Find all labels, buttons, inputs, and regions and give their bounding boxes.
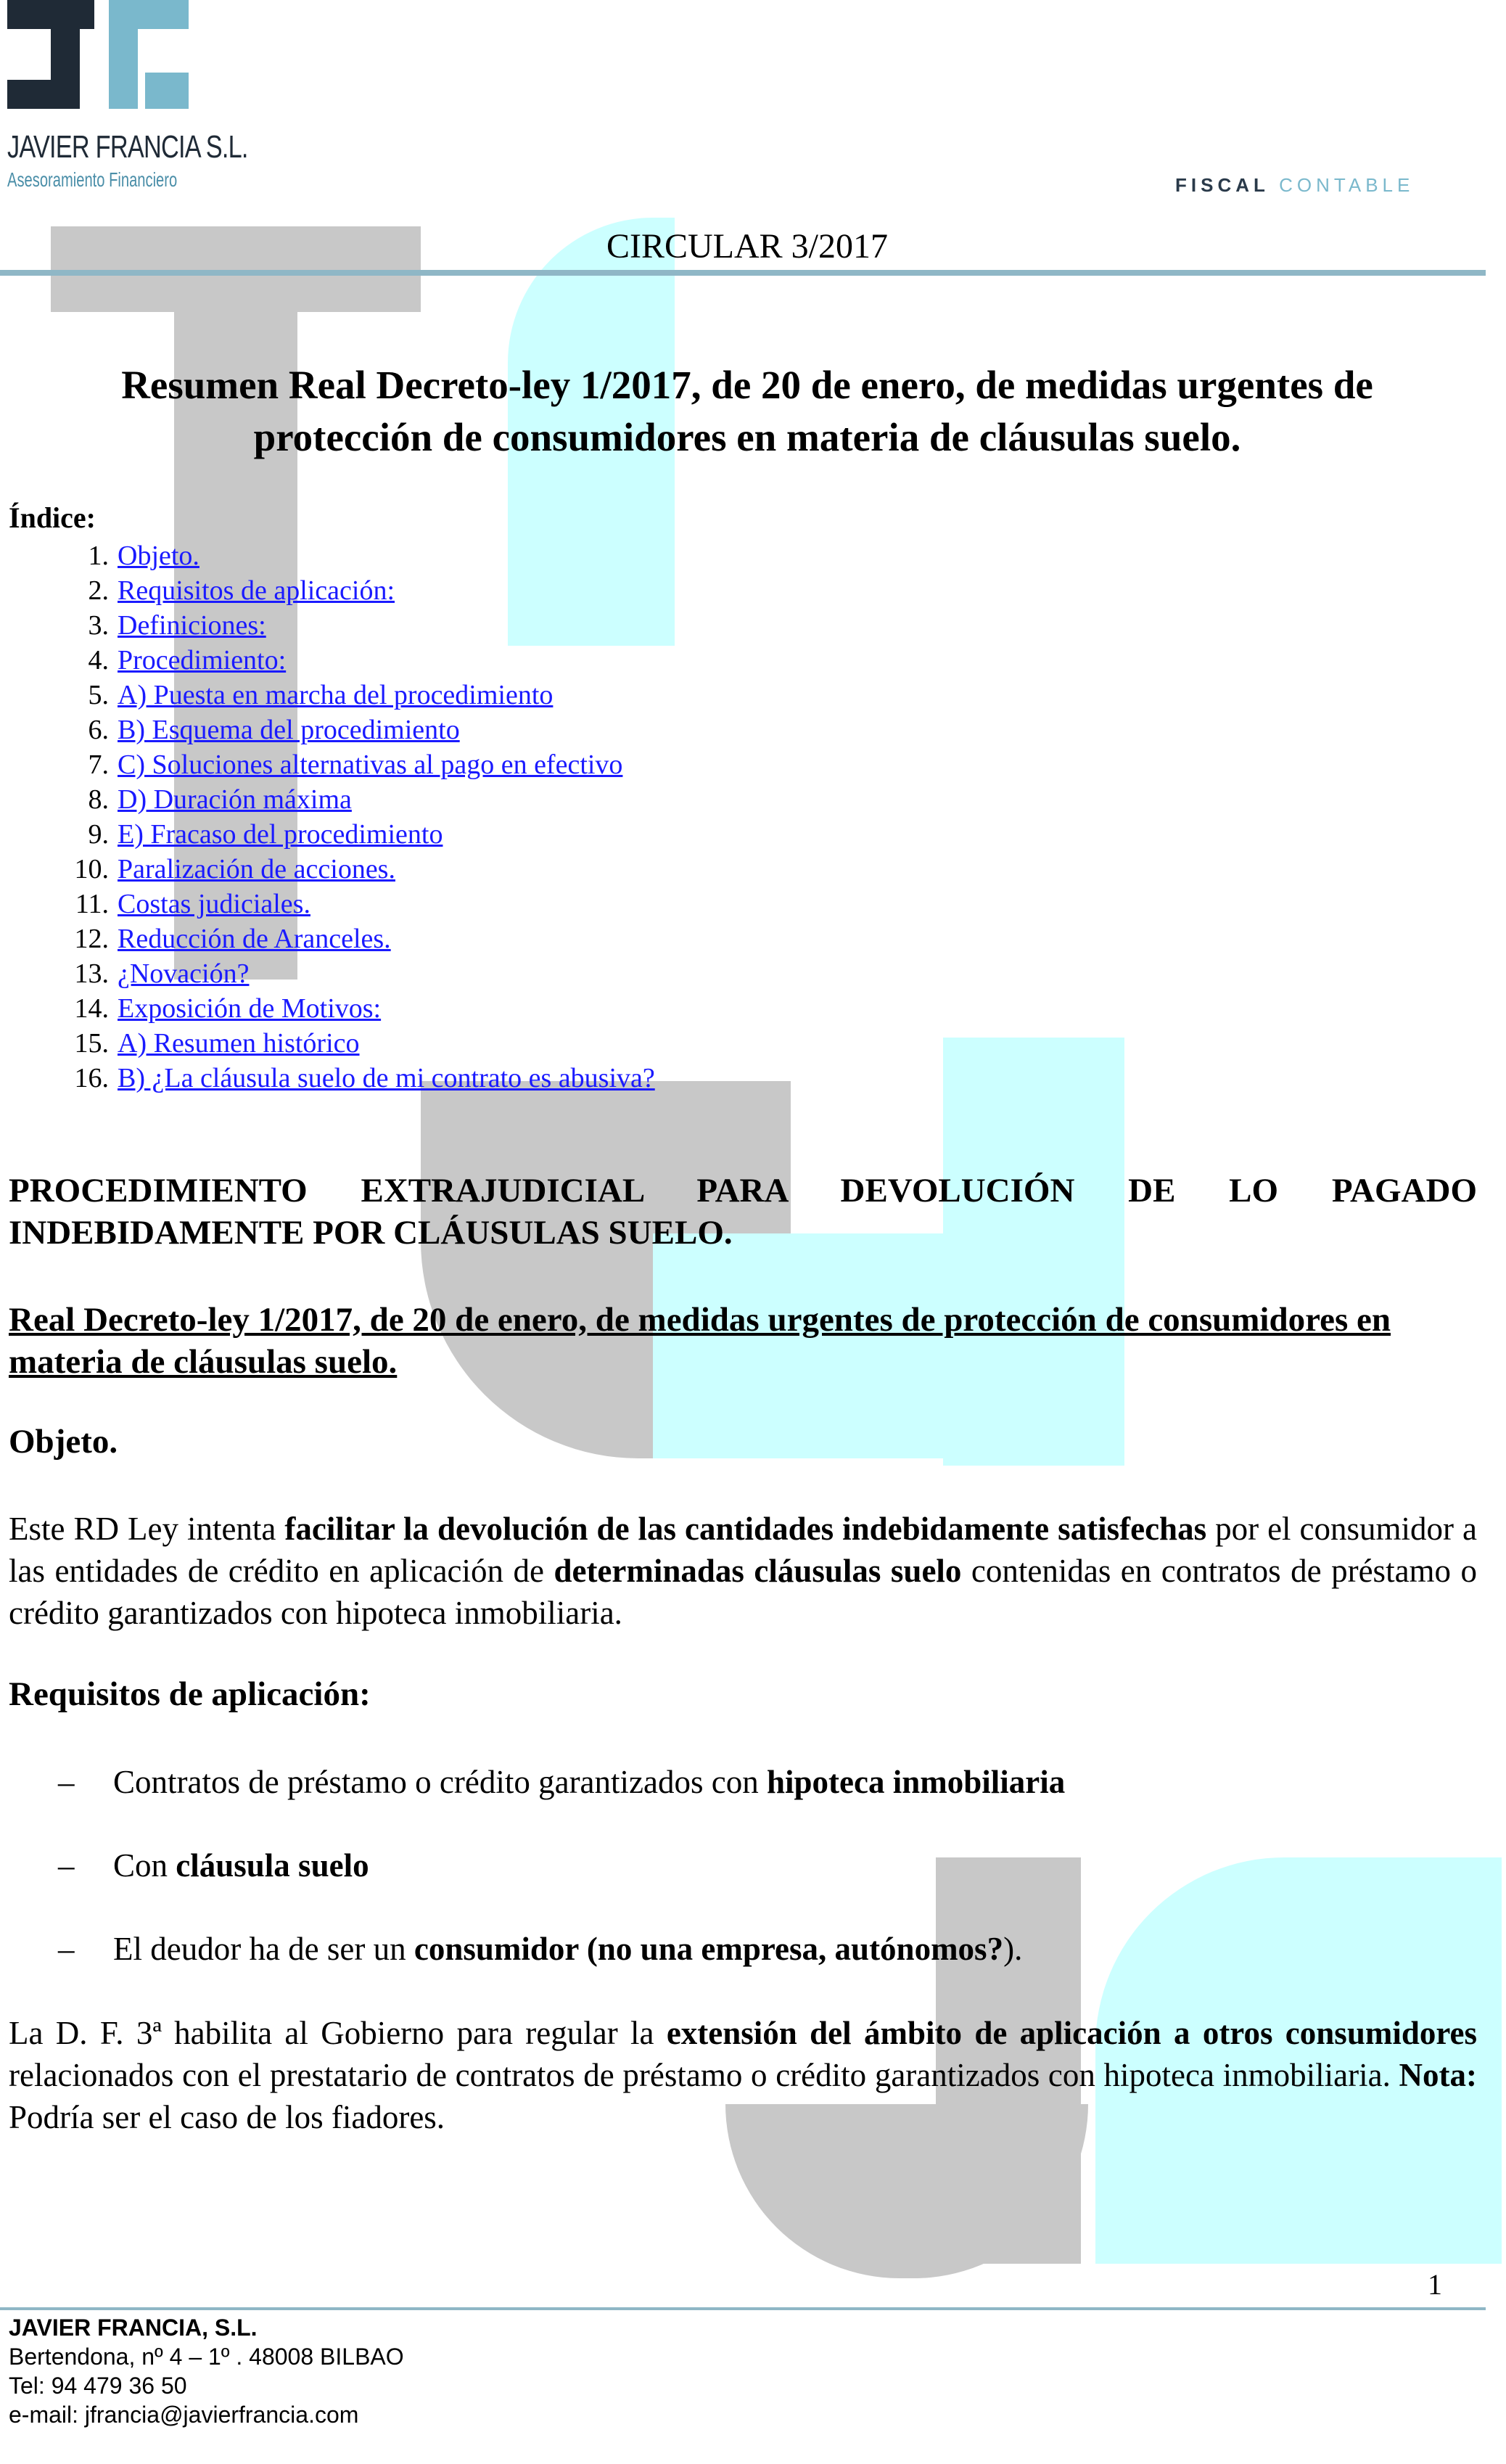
index-link-costas[interactable]: Costas judiciales. bbox=[118, 889, 310, 919]
index-num: 12. bbox=[74, 924, 109, 954]
index-item[interactable] bbox=[9, 747, 655, 782]
index-item[interactable] bbox=[9, 817, 655, 852]
logo-mark-icon bbox=[7, 0, 189, 127]
index-link-duracion[interactable]: D) Duración máxima bbox=[118, 784, 352, 815]
page-number: 1 bbox=[1428, 2268, 1442, 2301]
objeto-paragraph bbox=[9, 1508, 1477, 1634]
index-num: 13. bbox=[74, 958, 109, 989]
index-link-esquema[interactable]: B) Esquema del procedimiento bbox=[118, 715, 460, 745]
df-paragraph bbox=[9, 2012, 1477, 2138]
index-num: 8. bbox=[88, 784, 109, 815]
text-run: Podría ser el caso de los fiadores. bbox=[9, 2099, 445, 2135]
index-item[interactable] bbox=[9, 712, 655, 747]
title-line-1: Resumen Real Decreto-ley 1/2017, de 20 de enero, de medidas urgentes de bbox=[121, 363, 1373, 407]
text-run: Contratos de préstamo o crédito garantizados con bbox=[113, 1764, 767, 1800]
header-divider bbox=[0, 270, 1486, 276]
index-num: 4. bbox=[88, 645, 109, 675]
rdl-heading: Real Decreto-ley 1/2017, de 20 de enero, de medidas urgentes de protección de consumidores en materia de cláusulas suelo. bbox=[9, 1301, 1391, 1381]
text-run-bold: facilitar la devolución de las cantidades indebidamente satisfechas bbox=[284, 1511, 1207, 1547]
index-item[interactable] bbox=[9, 1061, 655, 1096]
text-run: Este RD Ley intenta bbox=[9, 1511, 285, 1547]
index-link-novacion[interactable]: ¿Novación? bbox=[118, 958, 250, 989]
text-run: relacionados con el prestatario de contratos de préstamo o crédito garantizados con hipoteca inmobiliaria. bbox=[9, 2057, 1399, 2093]
index-link-soluciones[interactable]: C) Soluciones alternativas al pago en efectivo bbox=[118, 750, 623, 780]
index-link-exposicion[interactable]: Exposición de Motivos: bbox=[118, 993, 382, 1024]
index-num: 3. bbox=[88, 610, 109, 641]
index-link-requisitos[interactable]: Requisitos de aplicación: bbox=[118, 575, 395, 606]
requisito-item bbox=[58, 1763, 1065, 1801]
index-item[interactable] bbox=[9, 538, 655, 573]
footer-company: JAVIER FRANCIA, S.L. bbox=[9, 2315, 258, 2341]
index-num: 16. bbox=[74, 1063, 109, 1093]
index-item[interactable] bbox=[9, 782, 655, 817]
index-item[interactable] bbox=[9, 956, 655, 991]
department-label bbox=[1175, 174, 1414, 197]
dash-bullet: – bbox=[58, 1764, 75, 1800]
index-item[interactable] bbox=[9, 608, 655, 643]
index-link-clausula-abusiva[interactable]: B) ¿La cláusula suelo de mi contrato es abusiva? bbox=[118, 1063, 655, 1093]
text-run-bold: determinadas cláusulas suelo bbox=[554, 1553, 962, 1589]
text-run-bold: hipoteca inmobiliaria bbox=[766, 1764, 1066, 1800]
text-run: La D. F. 3ª habilita al Gobierno para regular la bbox=[9, 2015, 667, 2051]
index-link-puesta-en-marcha[interactable]: A) Puesta en marcha del procedimiento bbox=[118, 680, 554, 710]
index-heading: Índice: bbox=[9, 501, 96, 534]
footer-email[interactable]: e-mail: jfrancia@javierfrancia.com bbox=[9, 2402, 359, 2428]
index-item[interactable] bbox=[9, 643, 655, 678]
company-name: JAVIER FRANCIA S.L. bbox=[7, 129, 248, 165]
index-num: 7. bbox=[88, 750, 109, 780]
index-item[interactable] bbox=[9, 887, 655, 921]
index-link-paralizacion[interactable]: Paralización de acciones. bbox=[118, 854, 395, 884]
index-link-fracaso[interactable]: E) Fracaso del procedimiento bbox=[118, 819, 443, 850]
index-link-aranceles[interactable]: Reducción de Aranceles. bbox=[118, 924, 391, 954]
footer-address: Bertendona, nº 4 – 1º . 48008 BILBAO bbox=[9, 2344, 404, 2370]
index-num: 11. bbox=[75, 889, 109, 919]
title-line-2: protección de consumidores en materia de cláusulas suelo. bbox=[253, 415, 1241, 459]
index-num: 14. bbox=[74, 993, 109, 1024]
dept-contable: CONTABLE bbox=[1279, 174, 1415, 196]
index-item[interactable] bbox=[9, 573, 655, 608]
objeto-heading: Objeto. bbox=[9, 1423, 118, 1461]
company-tagline: Asesoramiento Financiero bbox=[7, 168, 178, 191]
text-run: por el consumidor a las entidades de crédito en aplicación de bbox=[9, 1511, 1477, 1589]
index-link-procedimiento[interactable]: Procedimiento: bbox=[118, 645, 287, 675]
text-run-bold: consumidor (no una empresa, autónomos? bbox=[413, 1931, 1004, 1967]
text-run: Con bbox=[113, 1847, 176, 1884]
requisito-item bbox=[58, 1930, 1022, 1968]
text-run-bold: cláusula suelo bbox=[176, 1847, 369, 1884]
text-run: ). bbox=[1003, 1931, 1023, 1967]
index-item[interactable] bbox=[9, 921, 655, 956]
index-num: 1. bbox=[88, 541, 109, 571]
dept-fiscal: FISCAL bbox=[1175, 174, 1270, 196]
index-link-objeto[interactable]: Objeto. bbox=[118, 541, 199, 571]
index-num: 10. bbox=[74, 854, 109, 884]
index-link-definiciones[interactable]: Definiciones: bbox=[118, 610, 266, 641]
text-run-bold: Nota: bbox=[1399, 2057, 1477, 2093]
document-title bbox=[22, 359, 1473, 464]
index-link-resumen-historico[interactable]: A) Resumen histórico bbox=[118, 1028, 360, 1059]
index-num: 9. bbox=[88, 819, 109, 850]
dash-bullet: – bbox=[58, 1847, 75, 1884]
index-num: 6. bbox=[88, 715, 109, 745]
index-item[interactable] bbox=[9, 678, 655, 712]
index-item[interactable] bbox=[9, 852, 655, 887]
procedure-heading: PROCEDIMIENTO EXTRAJUDICIAL PARA DEVOLUCIÓN DE LO PAGADO INDEBIDAMENTE POR CLÁUSULAS SUELO. bbox=[9, 1172, 1477, 1252]
dash-bullet: – bbox=[58, 1931, 75, 1967]
index-num: 15. bbox=[74, 1028, 109, 1059]
index-item[interactable] bbox=[9, 991, 655, 1026]
text-run-bold: extensión del ámbito de aplicación a otros consumidores bbox=[666, 2015, 1478, 2051]
index-num: 5. bbox=[88, 680, 109, 710]
footer-phone: Tel: 94 479 36 50 bbox=[9, 2373, 187, 2399]
footer-divider bbox=[0, 2307, 1486, 2310]
circular-number: CIRCULAR 3/2017 bbox=[606, 227, 889, 266]
text-run: contenidas en contratos de préstamo o crédito garantizados con hipoteca inmobiliaria. bbox=[9, 1553, 1478, 1631]
index-item[interactable] bbox=[9, 1026, 655, 1061]
requisitos-heading: Requisitos de aplicación: bbox=[9, 1675, 371, 1713]
index-num: 2. bbox=[88, 575, 109, 606]
index-list bbox=[9, 538, 655, 1096]
text-run: El deudor ha de ser un bbox=[113, 1931, 414, 1967]
requisito-item bbox=[58, 1847, 369, 1884]
